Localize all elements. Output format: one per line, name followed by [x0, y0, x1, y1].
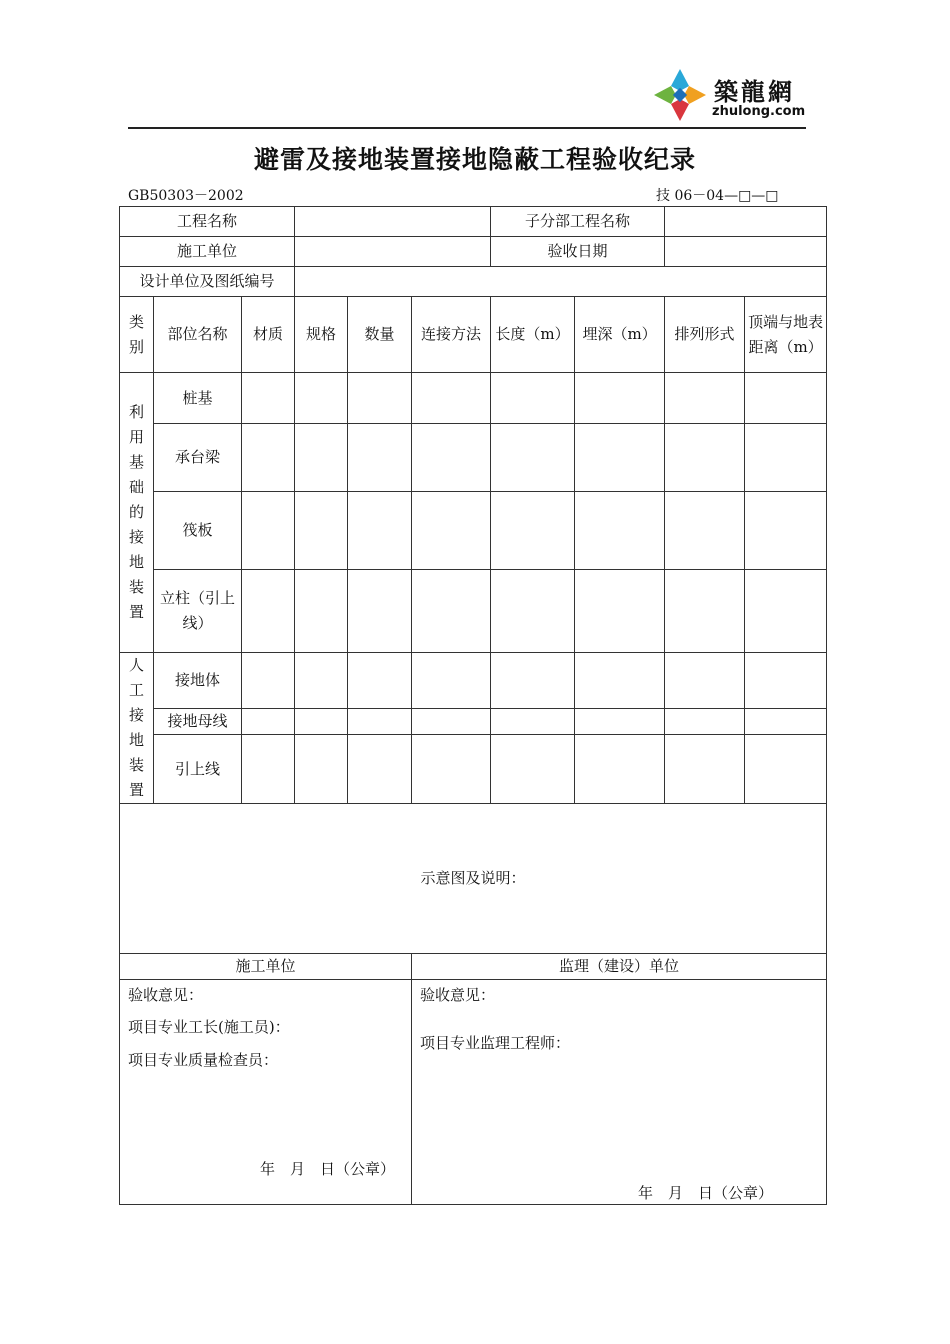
col-material: 材质: [242, 297, 295, 373]
sign-left-title: 施工单位: [120, 954, 412, 980]
row-label-cap-beam: 承台梁: [154, 424, 242, 492]
cell[interactable]: [295, 709, 348, 735]
cell[interactable]: [412, 653, 491, 709]
supervisor-opinion-label: 验收意见：: [420, 986, 496, 1004]
inspection-form-table: [119, 206, 827, 1205]
cell[interactable]: [242, 424, 295, 492]
cell[interactable]: [665, 653, 745, 709]
label-design-unit: 设计单位及图纸编号: [120, 267, 295, 297]
cell[interactable]: [575, 424, 665, 492]
col-connection: 连接方法: [412, 297, 491, 373]
cell[interactable]: [412, 709, 491, 735]
sign-right-title: 监理（建设）单位: [412, 954, 827, 980]
cell[interactable]: [665, 709, 745, 735]
col-arrangement: 排列形式: [665, 297, 745, 373]
cell[interactable]: [242, 492, 295, 570]
cell[interactable]: [491, 653, 575, 709]
accept-date-field[interactable]: [665, 237, 827, 267]
table-row: [120, 709, 827, 735]
form-code: 技 06－04—□—□: [656, 188, 779, 204]
contractor-field[interactable]: [295, 237, 491, 267]
cell[interactable]: [242, 570, 295, 653]
contractor-sign-block[interactable]: [120, 980, 412, 1205]
inspector-label: 项目专业质量检查员：: [128, 1051, 279, 1069]
cell[interactable]: [295, 653, 348, 709]
logo-diamond-top: [671, 69, 689, 91]
logo-diamond-right: [684, 86, 706, 104]
cell[interactable]: [575, 570, 665, 653]
label-contractor: 施工单位: [120, 237, 295, 267]
col-category: 类别: [120, 297, 154, 373]
cell[interactable]: [348, 570, 412, 653]
cell[interactable]: [665, 373, 745, 424]
cell[interactable]: [745, 373, 827, 424]
cell[interactable]: [295, 373, 348, 424]
logo-center: [673, 88, 687, 102]
cell[interactable]: [295, 735, 348, 804]
cell[interactable]: [665, 424, 745, 492]
cell[interactable]: [491, 570, 575, 653]
col-top-to-surface: 顶端与地表距离（m）: [745, 297, 827, 373]
cell[interactable]: [242, 735, 295, 804]
cell[interactable]: [745, 709, 827, 735]
logo-diamond-left: [654, 86, 676, 104]
cell[interactable]: [242, 709, 295, 735]
table-row: [120, 492, 827, 570]
cell[interactable]: [491, 709, 575, 735]
cell[interactable]: [348, 492, 412, 570]
subproject-name-field[interactable]: [665, 207, 827, 237]
label-project-name: 工程名称: [120, 207, 295, 237]
col-part-name: 部位名称: [154, 297, 242, 373]
foreman-label: 项目专业工长(施工员)：: [128, 1018, 290, 1036]
cell[interactable]: [348, 709, 412, 735]
cell[interactable]: [745, 570, 827, 653]
cell[interactable]: [348, 373, 412, 424]
project-name-field[interactable]: [295, 207, 491, 237]
cell[interactable]: [491, 735, 575, 804]
cell[interactable]: [745, 735, 827, 804]
cell[interactable]: [491, 373, 575, 424]
cell[interactable]: [412, 424, 491, 492]
cell[interactable]: [412, 492, 491, 570]
row-label-pile: 桩基: [154, 373, 242, 424]
col-depth: 埋深（m）: [575, 297, 665, 373]
cell[interactable]: [491, 424, 575, 492]
row-label-raft: 筏板: [154, 492, 242, 570]
cell[interactable]: [665, 492, 745, 570]
table-row: [120, 570, 827, 653]
cell[interactable]: [575, 653, 665, 709]
cell[interactable]: [348, 735, 412, 804]
table-row: [120, 424, 827, 492]
group-foundation: 利用基础的接地装置: [120, 373, 154, 653]
cell[interactable]: [348, 653, 412, 709]
cell[interactable]: [242, 653, 295, 709]
standard-code: GB50303－2002: [128, 188, 244, 204]
group-artificial: 人工接地装置: [120, 653, 154, 804]
row-label-down-lead: 引上线: [154, 735, 242, 804]
cell[interactable]: [575, 709, 665, 735]
cell[interactable]: [575, 735, 665, 804]
cell[interactable]: [412, 373, 491, 424]
cell[interactable]: [295, 492, 348, 570]
cell[interactable]: [665, 735, 745, 804]
row-label-ground-bus: 接地母线: [154, 709, 242, 735]
cell[interactable]: [745, 492, 827, 570]
label-subproject-name: 子分部工程名称: [491, 207, 665, 237]
cell[interactable]: [491, 492, 575, 570]
col-length: 长度（m）: [491, 297, 575, 373]
supervisor-sign-block[interactable]: [412, 980, 827, 1205]
table-row: [120, 373, 827, 424]
notes-label: 示意图及说明：: [420, 869, 526, 887]
table-row: [120, 735, 827, 804]
page-title: 避雷及接地装置接地隐蔽工程验收纪录: [253, 145, 696, 174]
col-spec: 规格: [295, 297, 348, 373]
design-unit-field[interactable]: [295, 267, 827, 297]
logo-subtext: zhulong.com: [712, 104, 806, 119]
supervisor-date-seal: 年 月 日（公章）: [638, 1184, 774, 1202]
col-quantity: 数量: [348, 297, 412, 373]
cell[interactable]: [412, 570, 491, 653]
supervisor-engineer-label: 项目专业监理工程师：: [420, 1034, 571, 1052]
table-row: [120, 653, 827, 709]
cell[interactable]: [745, 653, 827, 709]
cell[interactable]: [665, 570, 745, 653]
label-accept-date: 验收日期: [491, 237, 665, 267]
cell[interactable]: [745, 424, 827, 492]
contractor-opinion-label: 验收意见：: [128, 986, 204, 1004]
cell[interactable]: [575, 492, 665, 570]
cell[interactable]: [295, 424, 348, 492]
cell[interactable]: [412, 735, 491, 804]
notes-field[interactable]: [120, 804, 827, 954]
cell[interactable]: [575, 373, 665, 424]
row-label-ground-body: 接地体: [154, 653, 242, 709]
cell[interactable]: [295, 570, 348, 653]
row-label-column: 立柱（引上线）: [154, 570, 242, 653]
logo-text: 築龍網: [714, 78, 795, 106]
logo-diamond-bottom: [671, 99, 689, 121]
contractor-date-seal: 年 月 日（公章）: [260, 1160, 396, 1178]
cell[interactable]: [242, 373, 295, 424]
cell[interactable]: [348, 424, 412, 492]
header-rule: [128, 127, 806, 129]
